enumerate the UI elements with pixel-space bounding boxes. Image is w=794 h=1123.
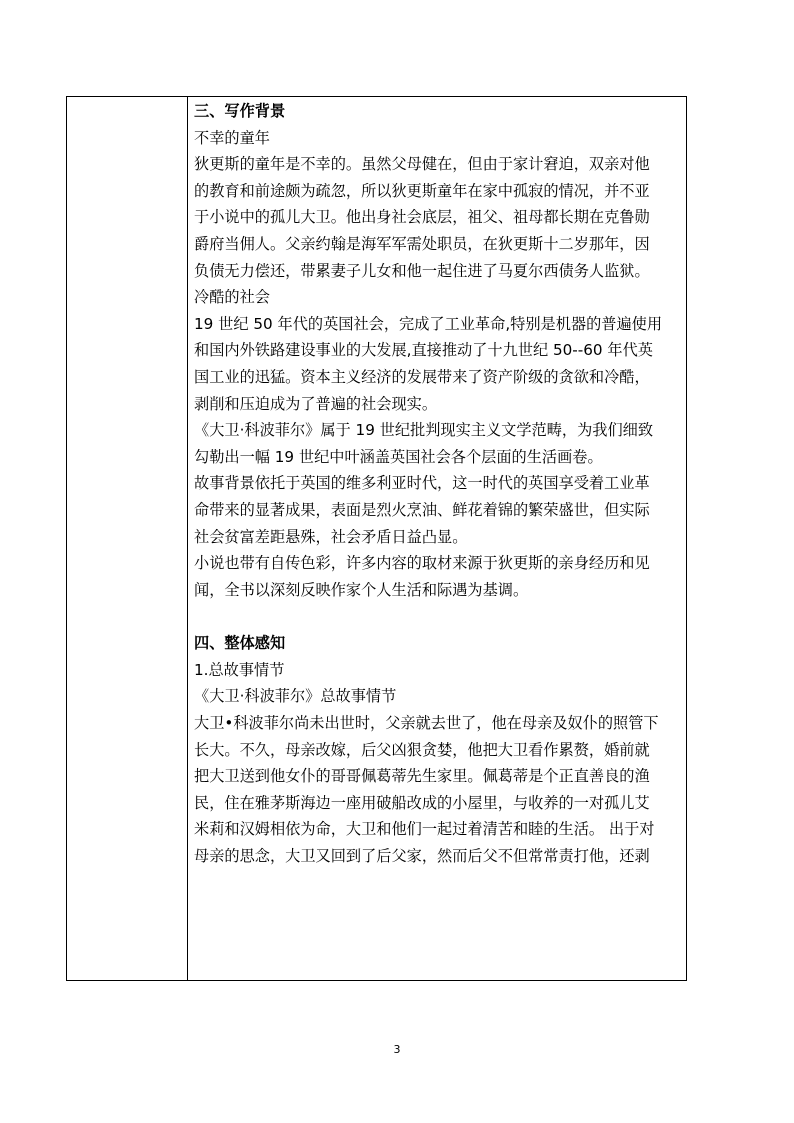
section-heading-overall-perception: 四、整体感知 <box>194 634 286 653</box>
text-line: 勾勒出一幅 19 世纪中叶涵盖英国社会各个层面的生活画卷。 <box>194 447 603 466</box>
text-line: 的教育和前途颇为疏忽，所以狄更斯童年在家中孤寂的情况，并不亚 <box>194 181 650 200</box>
text-line: 命带来的显著成果，表面是烈火烹油、鲜花着锦的繁荣盛世，但实际 <box>194 500 650 519</box>
text-line: 闻，全书以深刻反映作家个人生活和际遇为基调。 <box>194 580 529 599</box>
subheading-cold-society: 冷酷的社会 <box>194 288 270 307</box>
page-number: 3 <box>393 1043 401 1056</box>
subheading-unhappy-childhood: 不幸的童年 <box>194 128 270 147</box>
table-left-column <box>67 97 188 980</box>
text-line: 和国内外铁路建设事业的大发展,直接推动了十九世纪 50--60 年代英 <box>194 341 653 360</box>
text-line: 于小说中的孤儿大卫。他出身社会底层，祖父、祖母都长期在克鲁勋 <box>194 208 650 227</box>
table-content-cell <box>194 98 682 870</box>
text-line: 把大卫送到他女仆的哥哥佩葛蒂先生家里。佩葛蒂是个正直善良的渔 <box>194 767 650 786</box>
text-line: 民，住在雅茅斯海边一座用破船改成的小屋里，与收养的一对孤儿艾 <box>194 793 650 812</box>
text-line: 社会贫富差距悬殊，社会矛盾日益凸显。 <box>194 527 468 546</box>
section-heading-writing-background: 三、写作背景 <box>194 102 286 120</box>
text-line: 米莉和汉姆相依为命，大卫和他们一起过着清苦和睦的生活。 出于对 <box>194 820 655 839</box>
text-line: 19 世纪 50 年代的英国社会，完成了工业革命,特别是机器的普遍使用 <box>194 314 663 333</box>
subheading-plot: 1.总故事情节 <box>194 660 285 679</box>
document-table <box>66 96 687 981</box>
text-line: 《大卫·科波菲尔》属于 19 世纪批判现实主义文学范畴，为我们细致 <box>194 421 654 440</box>
paragraph-gap <box>194 603 682 630</box>
text-line: 国工业的迅猛。资本主义经济的发展带来了资产阶级的贪欲和冷酷， <box>194 367 650 386</box>
text-line: 大卫•科波菲尔尚未出世时，父亲就去世了，他在母亲及奴仆的照管下 <box>194 714 659 733</box>
text-line: 长大。不久，母亲改嫁，后父凶狠贪婪，他把大卫看作累赘，婚前就 <box>194 740 650 759</box>
text-line: 故事背景依托于英国的维多利亚时代，这一时代的英国享受着工业革 <box>194 474 650 493</box>
text-line: 负债无力偿还，带累妻子儿女和他一起住进了马夏尔西债务人监狱。 <box>194 261 650 280</box>
subheading-plot-title: 《大卫·科波菲尔》总故事情节 <box>194 687 397 706</box>
text-line: 剥削和压迫成为了普遍的社会现实。 <box>194 394 437 413</box>
text-line: 爵府当佣人。父亲约翰是海军军需处职员，在狄更斯十二岁那年，因 <box>194 234 650 253</box>
text-line: 母亲的思念，大卫又回到了后父家，然而后父不但常常责打他，还剥 <box>194 847 650 866</box>
text-line: 狄更斯的童年是不幸的。虽然父母健在，但由于家计窘迫，双亲对他 <box>194 155 650 174</box>
text-line: 小说也带有自传色彩，许多内容的取材来源于狄更斯的亲身经历和见 <box>194 554 650 573</box>
